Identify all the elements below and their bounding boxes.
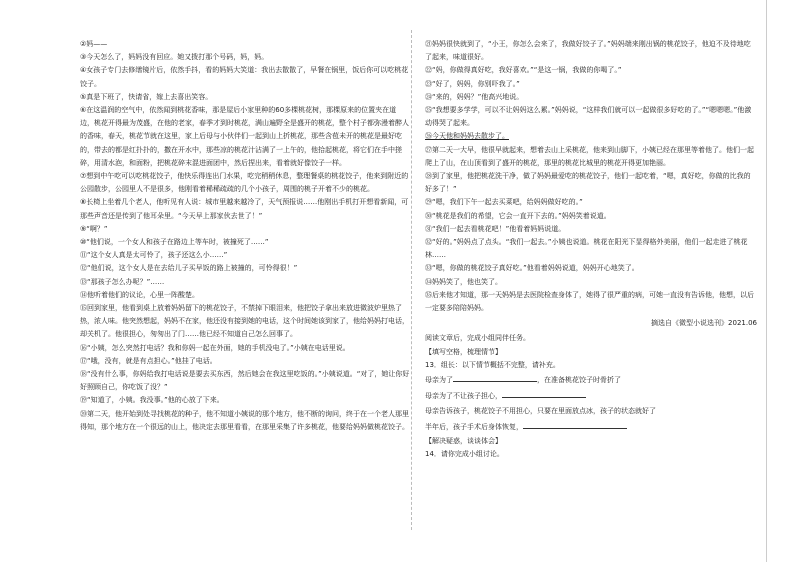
- right-column: [425, 38, 757, 461]
- paragraph: ㉘到了家里，他把桃花洗干净，做了妈妈最爱吃的桃花饺子，他们一起吃着，“嗯，真好吃，你做的比我的好多了！”: [425, 172, 751, 194]
- answer-blank-2[interactable]: [502, 388, 586, 398]
- column-divider: [411, 30, 413, 530]
- paragraph: ㉗第二天一大早，他很早就起来，想着去山上采桃花，他来到山脚下，小姨已经在那里等着他了。他们一起爬上了山，在山顶看到了盛开的桃花，那里的桃花比城里的桃花开得更加艳丽。: [425, 145, 754, 167]
- paragraph: ③今天怎么了，妈妈没有回应。她又拨打那个号码，妈，妈。: [80, 53, 269, 62]
- plot-line-2: 母亲为了不让孩子担心，: [425, 388, 757, 404]
- plot-line-1: 母亲为了 ，在准备桃花饺子时骨折了: [425, 372, 757, 388]
- paragraph: ㉕“我想要多学学，可以不让妈妈这么累。”妈妈说，“这样我们就可以一起做很多好吃的了。”“嗯嗯嗯。”他激动得哭了起来。: [425, 106, 752, 128]
- section-discussion-heading: 【解决疑惑，谈谈体会】: [425, 437, 502, 446]
- paragraph: ㉞妈妈笑了，他也笑了。: [425, 277, 502, 286]
- paragraph: ㉚“桃花是我们的希望，它会一直开下去的。”妈妈笑着说道。: [425, 211, 611, 220]
- binding-line: [766, 0, 768, 562]
- right-paragraphs: [425, 38, 757, 315]
- left-column: [80, 38, 410, 434]
- paragraph: ㉝“嗯，你做的桃花饺子真好吃。”他看着妈妈说道，妈妈开心地笑了。: [425, 264, 639, 273]
- paragraph: ⑥在这温润的空气中，依然闻到桃花香味，那是屋后小家里种的60多棵桃花树，那棵原来的位置夹在道边，桃花开得最为茂盛，在他的老家，春季才到时桃花，满山遍野全是盛开的桃花，整个村子都弥漫着醉人的香味，春天，桃花节就在这里，家上后母与小伙伴们一起到山上折桃花，那些含苞未开的桃花是最好吃的，带去的都是红扑扑的，撒在开水中，那些凉的桃花汁沾满了一上午的，他拾起桃花，将它们在手中搓碎，用清水泡，和面粉，把桃花碎末混进面团中，然后捏出来，看着就好像饺子一样。: [80, 106, 409, 167]
- task-intro: 阅读文章后，完成小组同伴任务。: [425, 334, 530, 343]
- question-13: 13．组长：以下情节概括不完整，请补充。: [425, 360, 560, 369]
- paragraph: ㉓“好了，妈妈，你别吓我了。”: [425, 79, 520, 88]
- paragraph: ⑧长椅上坐着几个老人，他听见有人说：城市里越来越冷了，天气预报说……他刚出手机打开想看新闻，可那些声音还是传到了他耳朵里。“今天早上那家伙去世了！”: [80, 198, 409, 220]
- paragraph: ⑬“那孩子怎么办呢？”……: [80, 277, 165, 286]
- paragraph: ⑳第二天，他开始到处寻找桃花的种子，他不知道小姨说的那个地方，他不断的询问，终于在一个老人那里得知，那个地方在一个很远的山上，他决定去那里看看，在那里采集了许多桃花，他要给妈妈做桃花饺子。: [80, 409, 409, 431]
- paragraph: ㉙“嗯，我们下午一起去买菜吧，给妈妈做好吃的。”: [425, 198, 583, 207]
- section-plot-heading: 【填写空格，梳理情节】: [425, 347, 502, 356]
- paragraph: ⑪“这个女人真是太可怜了，孩子还这么小……”: [80, 251, 228, 260]
- paragraph: ⑤真是下班了，快请省，嫁上去喜出笑容。: [80, 92, 213, 101]
- answer-blank-1[interactable]: [453, 372, 537, 382]
- paragraph: ④女孩子专门去修缮镜片后，依然手抖，看的妈妈大笑道：我出去散散了，早餐在锅里，饭后你可以吃桃花饺子。: [80, 66, 409, 88]
- paragraph: ⑦想到中午吃可以吃桃花饺子，他快乐得连出门水果，吃完稍稍休息，整理餐桌的桃花饺子，他来到附近的公园散步，公园里人不是很多，他刚看着稀稀疏疏的几个小孩子，周围的桃子开着不少的桃花。: [80, 172, 409, 194]
- plot-line-3: 母亲告诉孩子，桃花饺子不用担心，只要在里面放点冰，孩子的状态就好了: [425, 407, 656, 416]
- paragraph: ②妈——: [80, 40, 108, 48]
- paragraph: ㉟后来他才知道，那一天妈妈是去医院检查身体了，她得了很严重的病，可她一直没有告诉他，他想，以后一定要多陪陪妈妈。: [425, 290, 754, 313]
- paragraph: ⑮回到家里，他看到桌上放着妈妈留下的桃花饺子，不禁掉下眼泪来，他把饺子拿出来放进微波炉里热了热，浓人味。他突然想起，妈妈不在家，他还没有接到她的电话，这个时间她该到家了，他给妈妈打电话，却关机了。他很担心，匆匆出了门……他已经不知道自己怎么回事了。: [80, 304, 409, 339]
- paragraph: ⑨“啊？”: [80, 224, 108, 233]
- answer-blank-3[interactable]: [523, 419, 627, 429]
- source-citation: 摘选自《微型小说选刊》2021.06: [651, 319, 757, 328]
- paragraph: ⑯“小姨，怎么突然打电话？我和你妈一起在外面，她的手机没电了。”小姨在电话里说。: [80, 343, 350, 352]
- paragraph: ⑰“哦，没有，就是有点担心。”他挂了电话。: [80, 356, 217, 365]
- paragraph: ⑭他听着他们的议论，心里一阵酸楚。: [80, 290, 199, 299]
- paragraph: ⑱“没有什么事，你妈给我打电话说是要去买东西，然后她会在我这里吃饭的。”小姨说道。“对了，她让你好好照顾自己，你吃饭了没？”: [80, 370, 410, 392]
- question-14: 14．请你完成小组讨论。: [425, 450, 504, 459]
- paragraph: ㉖今天他和妈妈去散步了。: [425, 132, 509, 141]
- paragraph: ㉔“来的，妈妈？”他高兴地说。: [425, 92, 524, 101]
- paragraph: ㉜“好的。”妈妈点了点头。“我们一起去。”小姨也说道。桃花在阳光下显得格外美丽，他们一起走进了桃花林……: [425, 238, 748, 260]
- paragraph: ⑫“他们说，这个女人是在去给儿子买早饭的路上被撞的，可怜得很！”: [80, 264, 298, 273]
- plot-line-4: 半年后，孩子手术后身体恢复，: [425, 419, 757, 435]
- paragraph: ㉛“我们一起去看桃花吧！”他看着妈妈说道。: [425, 224, 566, 233]
- paragraph: ⑲“知道了，小姨。我没事。”他的心放了下来。: [80, 396, 224, 405]
- paragraph: ㉑妈妈很快就到了，“小王，你怎么会来了，我做好饺子了。”妈妈端来刚出锅的桃花饺子，他迫不及待地吃了起来，味道很好。: [425, 40, 751, 62]
- paragraph: ⑩“他们说，一个女人和孩子在路边上等车时，被撞死了……”: [80, 238, 269, 247]
- paragraph: ㉒“妈，你做得真好吃，我好喜欢。”“是这一锅，我做的你喝了。”: [425, 66, 622, 75]
